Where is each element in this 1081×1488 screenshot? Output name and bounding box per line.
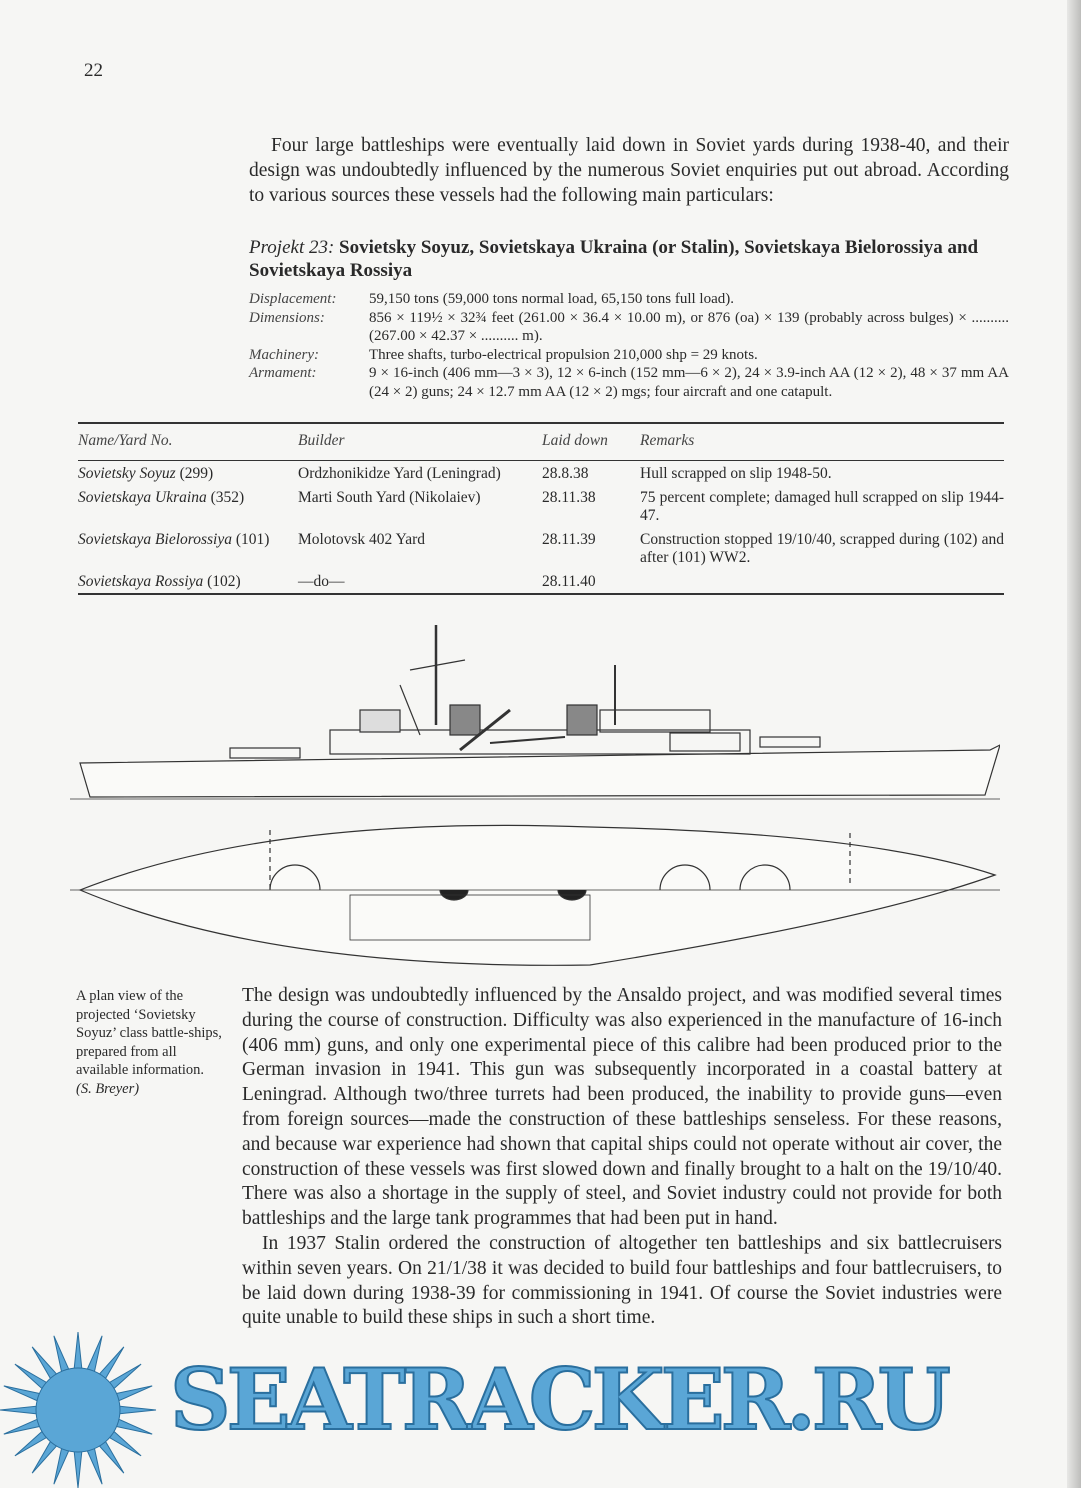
ship-drawings — [70, 615, 1000, 970]
laid-down-cell: 28.8.38 — [542, 465, 589, 482]
spec-value: 59,150 tons (59,000 tons normal load, 65,150 tons full load). — [369, 291, 734, 307]
remarks-cell: 75 percent complete; damaged hull scrapped on slip 1944-47. — [640, 489, 1004, 524]
sun-ray — [87, 1336, 103, 1374]
builder-cell: Marti South Yard (Nikolaiev) — [298, 489, 481, 506]
sun-ray — [4, 1419, 42, 1435]
col-laid-down: Laid down — [520, 423, 618, 461]
ship-profile — [70, 625, 1000, 799]
body-paragraph: In 1937 Stalin ordered the construction of altogether ten battleships and six battlecruisers within seven years. On 21/1/38 it was decided to build four battleships and four battlecruisers, to be laid down during 1938-39 for commissioning in 1941. Of course the Soviet industries were quite unable to build these ships in such a short time. — [242, 1232, 1002, 1329]
spec-label: Armament: — [249, 365, 317, 381]
laid-down-cell: 28.11.40 — [542, 573, 596, 590]
sun-ray — [54, 1447, 70, 1485]
intro-paragraph: Four large battleships were eventually laid down in Soviet yards during 1938-40, and their design was undoubtedly influenced by the numerous Soviet enquiries put out abroad. According to various sources these vessels had the following main particulars: — [249, 135, 1009, 206]
table-header — [78, 423, 1004, 461]
sun-ray — [115, 1386, 153, 1402]
project-prefix: Projekt 23: — [249, 237, 335, 258]
laid-down-cell: 28.11.38 — [542, 489, 596, 506]
page-number: 22 — [84, 60, 103, 81]
ship-plan-view — [70, 825, 1000, 965]
spec-value: 9 × 16-inch (406 mm—3 × 3), 12 × 6-inch (152 mm—6 × 2), 24 × 3.9-inch AA (12 × 2), 48 × 37 mm AA (24 × 2) guns; 24 × 12.7 mm AA (12 × 2) mgs; four aircraft and one catapult. — [369, 365, 1009, 400]
col-builder: Builder — [298, 423, 520, 461]
table-row — [78, 461, 1004, 486]
ship-name-cell — [78, 527, 298, 569]
yard-number: (101) — [235, 531, 270, 548]
builder-cell: —do— — [298, 573, 345, 590]
spec-row — [249, 290, 1009, 309]
laid-down-cell: 28.11.39 — [542, 531, 596, 548]
project-names: Sovietsky Soyuz, Sovietskaya Ukraina (or Stalin), Sovietskaya Bielorossiya and Sovietskaya Rossiya — [249, 237, 979, 281]
spec-label: Displacement: — [249, 291, 337, 307]
specifications — [249, 290, 1009, 401]
ship-name: Sovietskaya Rossiya — [78, 573, 204, 590]
watermark-text: SEATRACKER.RU — [170, 1350, 947, 1449]
body-paragraph: The design was undoubtedly influenced by the Ansaldo project, and was modified several times during the course of construction. Difficulty was also experienced in the manufacture of 16-inch (406 mm) guns, and only one experimental piece of this calibre had been produced prior to the German invasion in 1941. This gun was subsequently incorporated in a coastal battery at Leningrad. Although two/three turrets had been produced, the inability to provide guns—even from foreign sources—made the construction of these battleships senseless. For these reasons, and because war experience had shown that capital ships could not operate without air cover, the construction of these vessels was first slowed down and finally brought to a halt on the 19/10/40. There was also a shortage in the supply of steel, and Soviet industry could not provide for both battleships and the large tank programmes that had been put in hand. — [242, 985, 1002, 1230]
sun-ray — [87, 1447, 103, 1485]
yard-number: (102) — [207, 573, 241, 590]
remarks-cell: Construction stopped 19/10/40, scrapped during (102) and after (101) WW2. — [640, 531, 1004, 566]
spec-value: Three shafts, turbo-electrical propulsion 210,000 shp = 29 knots. — [369, 346, 758, 363]
spec-value: 856 × 119½ × 32¾ feet (261.00 × 36.4 × 10.00 m), or 876 (oa) × 139 (probably across bulges) × .......... (267.00 × 42.37 × .......... m). — [369, 309, 1009, 344]
sun-ray — [74, 1332, 82, 1370]
yard-number: (299) — [179, 465, 214, 482]
builder-cell: Ordzhonikidze Yard (Leningrad) — [298, 465, 501, 482]
page-edge — [1067, 0, 1081, 1488]
watermark-sun-logo — [0, 1320, 170, 1488]
caption-credit: (S. Breyer) — [76, 1080, 140, 1097]
ship-name-cell — [78, 485, 298, 527]
project-heading — [249, 236, 1009, 282]
remarks-cell: Hull scrapped on slip 1948-50. — [640, 465, 832, 482]
ship-name: Sovietskaya Ukraina — [78, 489, 207, 506]
spec-label: Dimensions: — [249, 309, 325, 326]
caption-text: A plan view of the projected ‘Sovietsky Soyuz’ class battle-ships, prepared from all available information. — [76, 988, 222, 1078]
ships-table — [78, 422, 1004, 595]
spec-row — [249, 364, 1009, 401]
figure-caption — [76, 987, 226, 1098]
ship-name: Sovietskaya Bielorossiya — [78, 531, 232, 548]
spec-row — [249, 346, 1009, 365]
col-remarks: Remarks — [618, 423, 1004, 461]
sun-ray — [54, 1336, 70, 1374]
table-row — [78, 569, 1004, 594]
sun-ray — [74, 1450, 82, 1488]
sun-ray — [4, 1386, 42, 1402]
ship-name-cell — [78, 461, 298, 486]
table-row — [78, 527, 1004, 569]
sun-ray — [115, 1419, 153, 1435]
remarks-cell — [618, 569, 1004, 594]
sun-ray — [118, 1406, 156, 1414]
ship-name: Sovietsky Soyuz — [78, 465, 176, 482]
yard-number: (352) — [210, 489, 245, 506]
table-row — [78, 485, 1004, 527]
sun-ray — [0, 1406, 38, 1414]
ship-name-cell — [78, 569, 298, 594]
sun-disc — [36, 1368, 120, 1452]
body-text — [242, 984, 1002, 1331]
col-name: Name/Yard No. — [78, 423, 298, 461]
builder-cell: Molotovsk 402 Yard — [298, 531, 426, 548]
spec-label: Machinery: — [249, 346, 319, 363]
spec-row — [249, 309, 1009, 346]
